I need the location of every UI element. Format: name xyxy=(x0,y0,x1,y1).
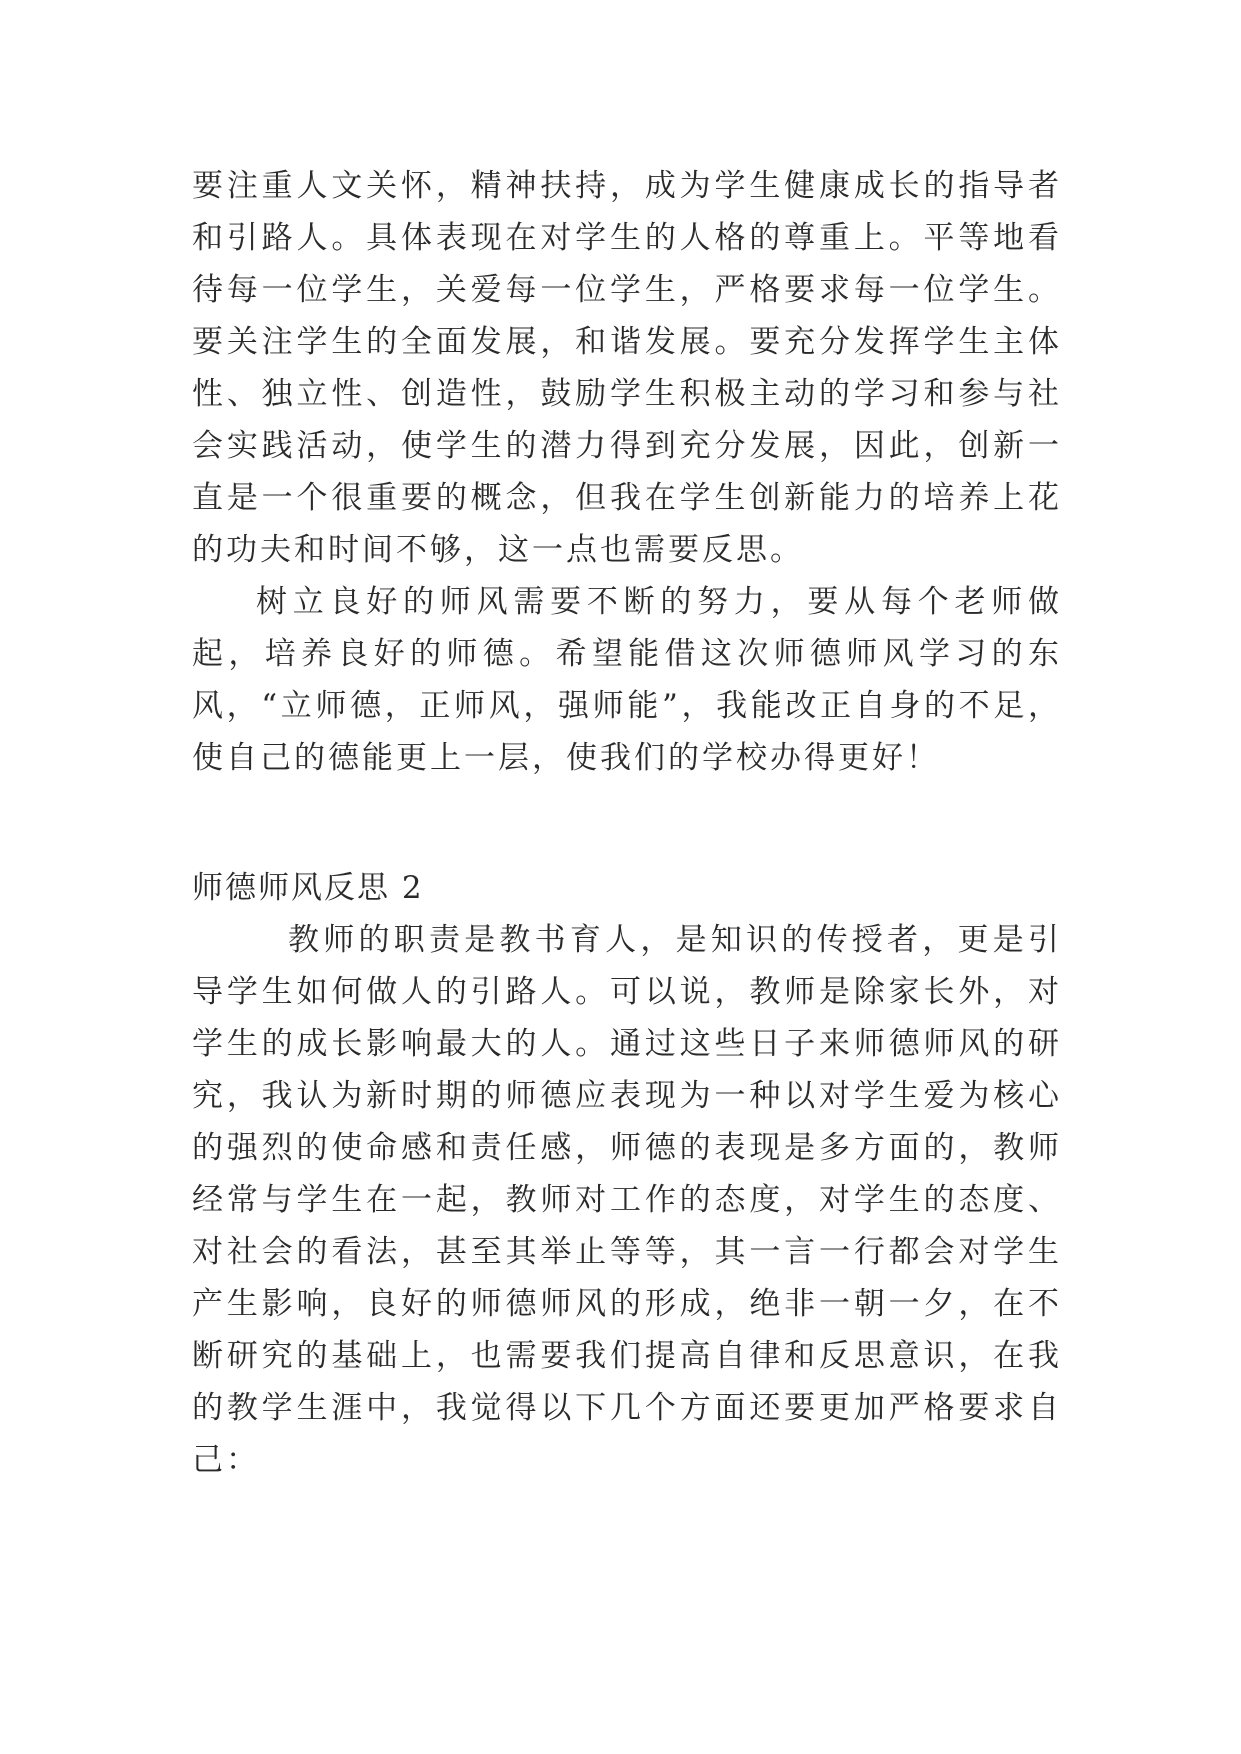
document-body xyxy=(192,160,1062,1486)
body-paragraph: 教师的职责是教书育人，是知识的传授者，更是引导学生如何做人的引路人。可以说，教师是除家长外，对学生的成长影响最大的人。通过这些日子来师德师风的研究，我认为新时期的师德应表现为一种以对学生爱为核心的强烈的使命感和责任感，师德的表现是多方面的，教师经常与学生在一起，教师对工作的态度，对学生的态度、对社会的看法，甚至其举止等等，其一言一行都会对学生产生影响，良好的师德师风的形成，绝非一朝一夕，在不断研究的基础上，也需要我们提高自律和反思意识，在我的教学生涯中，我觉得以下几个方面还要更加严格要求自己： xyxy=(192,922,1062,1478)
body-paragraph: 树立良好的师风需要不断的努力，要从每个老师做起，培养良好的师德。希望能借这次师德师风学习的东风，“立师德，正师风，强师能”，我能改正自身的不足，使自己的德能更上一层，使我们的学校办得更好！ xyxy=(192,584,1062,776)
body-paragraph: 要注重人文关怀，精神扶持，成为学生健康成长的指导者和引路人。具体表现在对学生的人格的尊重上。平等地看待每一位学生，关爱每一位学生，严格要求每一位学生。要关注学生的全面发展，和谐发展。要充分发挥学生主体性、独立性、创造性，鼓励学生积极主动的学习和参与社会实践活动，使学生的潜力得到充分发展，因此，创新一直是一个很重要的概念，但我在学生创新能力的培养上花的功夫和时间不够，这一点也需要反思。 xyxy=(192,168,1062,568)
section-heading: 师德师风反思 2 xyxy=(192,870,424,906)
